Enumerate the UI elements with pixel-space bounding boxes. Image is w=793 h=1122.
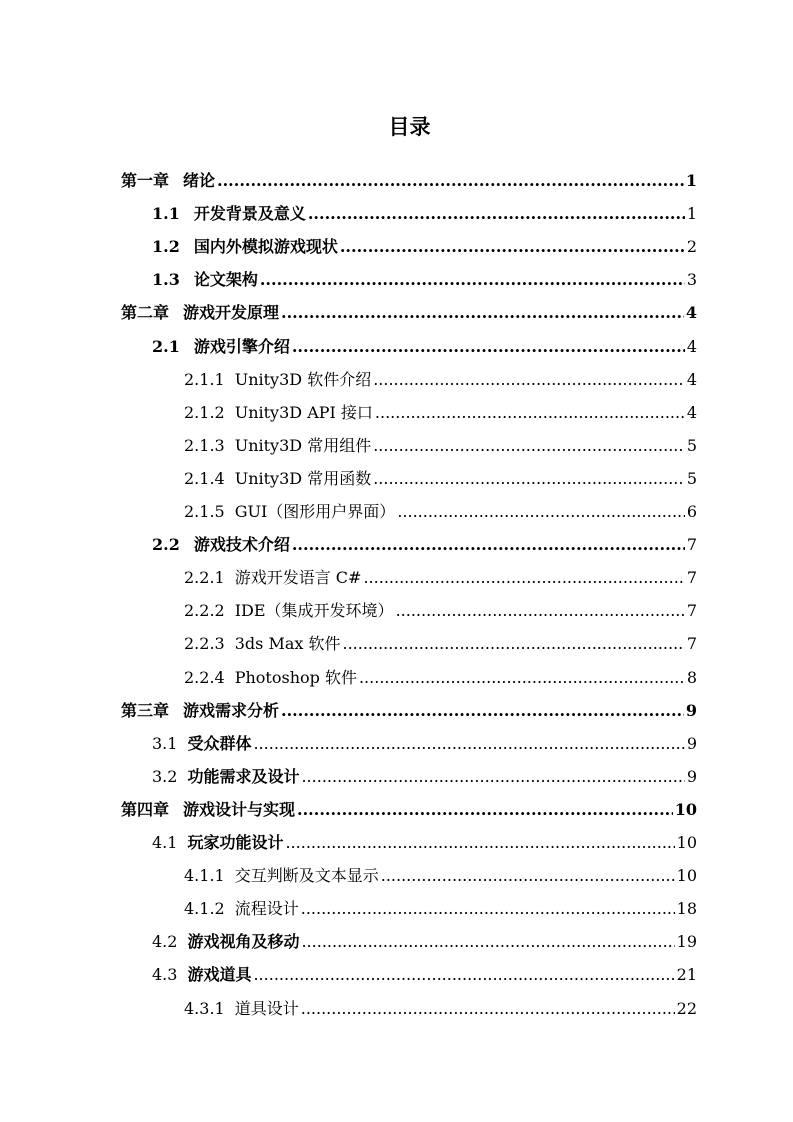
toc-dot-leader [253,962,674,988]
toc-entry-page-number: 4 [685,303,697,323]
toc-entry-number: 1.1 [152,204,180,224]
toc-entry-number: 2.1 [152,336,180,356]
toc-dot-leader [375,400,685,426]
toc-entry-title: Unity3D API 接口 [234,402,373,422]
toc-entry-title: 游戏技术介绍 [193,535,290,555]
toc-entry[interactable] [184,896,697,922]
toc-entry-number: 第四章 [121,799,170,819]
toc-entry[interactable] [152,267,697,293]
toc-entry[interactable] [121,168,697,194]
toc-dot-leader [301,896,675,922]
toc-entry-number: 2.2.2 [184,601,225,621]
toc-entry-title: Unity3D 软件介绍 [234,369,372,389]
toc-entry-page-number: 10 [676,866,697,886]
toc-dot-leader [217,168,684,194]
toc-entry-page-number: 9 [686,733,697,753]
toc-dot-leader [381,863,675,889]
toc-entry-page-number: 5 [686,435,697,455]
toc-entry-number: 2.1.4 [184,468,225,488]
toc-dot-leader [308,201,685,227]
toc-entry-page-number: 22 [676,998,697,1018]
toc-entry-number: 2.1.2 [184,402,225,422]
toc-title: 目录 [388,114,431,139]
toc-entry[interactable] [121,797,697,823]
toc-entry-title: 功能需求及设计 [187,766,300,786]
toc-entry-title: Photoshop 软件 [234,667,357,687]
toc-entry[interactable] [184,400,697,426]
toc-entry-page-number: 1 [685,171,697,190]
toc-entry-page-number: 3 [686,270,697,290]
toc-entry-title: 道具设计 [234,998,299,1018]
toc-entry-title: IDE（集成开发环境） [234,601,394,621]
toc-entry-page-number: 8 [686,667,697,687]
toc-entry-number: 2.1.5 [184,502,225,521]
toc-entry[interactable] [184,565,697,591]
toc-entry-page-number: 1 [686,204,697,224]
toc-entry-number: 4.1.2 [184,899,225,919]
toc-entry-number: 2.2.4 [184,667,225,687]
toc-entry-page-number: 9 [685,700,697,720]
toc-entry[interactable] [121,698,697,724]
toc-entry-number: 3.2 [152,766,178,786]
toc-entry-title: Unity3D 常用函数 [234,468,372,488]
toc-entry-page-number: 4 [686,402,697,422]
toc-entry-title: Unity3D 常用组件 [234,435,372,455]
toc-entry[interactable] [184,598,697,624]
toc-entry-page-number: 5 [686,468,697,488]
toc-dot-leader [301,996,675,1022]
toc-entry-title: GUI（图形用户界面） [234,502,396,521]
toc-entry[interactable] [152,830,697,856]
toc-entry-title: 3ds Max 软件 [234,634,341,654]
toc-dot-leader [396,598,685,624]
toc-dot-leader [363,565,684,591]
toc-dot-leader [373,466,685,492]
toc-entry-number: 1.2 [152,237,180,257]
toc-entry-page-number: 4 [686,336,697,356]
toc-entry-number: 第三章 [121,700,170,720]
toc-entry-page-number: 19 [676,932,697,952]
toc-dot-leader [297,797,673,823]
toc-entry-number: 2.2 [152,535,180,555]
toc-entry[interactable] [184,996,697,1022]
toc-entry[interactable] [152,764,697,790]
toc-entry-page-number: 7 [686,601,697,621]
toc-dot-leader [342,631,684,657]
toc-entry-title: 论文架构 [193,270,258,290]
toc-entry-number: 4.3 [152,965,178,985]
toc-entry-title: 游戏视角及移动 [187,932,300,952]
toc-entry-page-number: 21 [676,965,697,985]
toc-dot-leader [359,665,685,691]
toc-entry[interactable] [184,665,697,691]
toc-entry-number: 2.2.3 [184,634,225,654]
toc-entry[interactable] [184,631,697,657]
toc-entry[interactable] [152,334,697,360]
toc-entry-title: 游戏开发原理 [183,303,280,323]
toc-entry-title: 游戏开发语言 C# [234,568,362,588]
toc-dot-leader [301,929,674,955]
toc-dot-leader [292,532,685,558]
toc-dot-leader [253,731,684,757]
toc-entry-number: 4.1.1 [184,866,225,886]
toc-entry-title: 游戏设计与实现 [183,799,296,819]
toc-entry-page-number: 7 [686,634,697,654]
toc-entry-title: 交互判断及文本显示 [234,866,379,886]
toc-entry-number: 2.1.3 [184,435,225,455]
toc-entry[interactable] [152,234,697,260]
toc-entry-page-number: 10 [676,833,697,852]
toc-entry-number: 2.2.1 [184,568,225,588]
toc-entry-title: 受众群体 [187,733,252,753]
toc-entry-page-number: 9 [686,766,697,786]
toc-entry-title: 游戏引擎介绍 [193,336,290,356]
toc-entry-page-number: 18 [676,899,697,919]
toc-entry[interactable] [184,466,697,492]
toc-entry[interactable] [184,433,697,459]
toc-entry-title: 绪论 [183,171,216,190]
toc-entry-number: 3.1 [152,733,178,753]
toc-entry-number: 1.3 [152,270,180,290]
toc-dot-leader [373,367,685,393]
toc-entry-title: 游戏道具 [187,965,252,985]
toc-entry[interactable] [152,731,697,757]
toc-dot-leader [292,334,685,360]
toc-entry-title: 国内外模拟游戏现状 [193,237,338,257]
toc-entry-page-number: 2 [686,237,697,257]
toc-entry[interactable] [184,367,697,393]
toc-dot-leader [301,764,684,790]
toc-dot-leader [373,433,685,459]
toc-entry-title: 开发背景及意义 [193,204,306,224]
toc-entry[interactable] [121,300,697,326]
toc-entry[interactable] [184,499,697,525]
toc-dot-leader [397,499,685,525]
toc-dot-leader [340,234,685,260]
toc-entry-number: 2.1.1 [184,369,225,389]
toc-entry-number: 4.1 [152,833,178,852]
toc-entry[interactable] [152,201,697,227]
toc-entry-page-number: 7 [686,568,697,588]
toc-dot-leader [281,698,684,724]
toc-entry-page-number: 4 [686,369,697,389]
toc-entry[interactable] [184,863,697,889]
toc-entry[interactable] [152,929,697,955]
toc-entry-number: 第二章 [121,303,170,323]
toc-entry-number: 4.3.1 [184,998,225,1018]
toc-entry[interactable] [152,962,697,988]
toc-dot-leader [281,300,684,326]
toc-entry-number: 第一章 [121,171,170,190]
toc-entry-number: 4.2 [152,932,178,952]
toc-entry-title: 玩家功能设计 [187,833,284,852]
toc-entry[interactable] [152,532,697,558]
toc-entry-page-number: 6 [686,502,697,521]
toc-entry-page-number: 10 [674,799,697,819]
toc-entry-page-number: 7 [686,535,697,555]
toc-entry-title: 流程设计 [234,899,299,919]
toc-dot-leader [285,830,674,856]
toc-dot-leader [260,267,685,293]
toc-entry-title: 游戏需求分析 [183,700,280,720]
